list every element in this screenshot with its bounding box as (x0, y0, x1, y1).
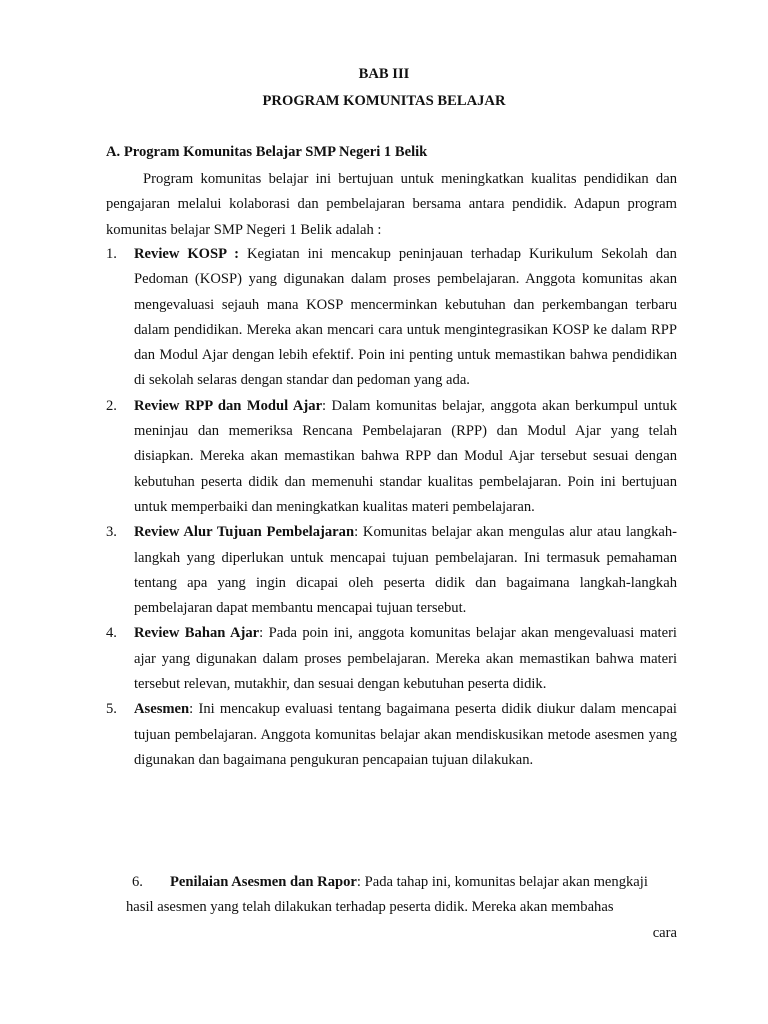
item-text: : Pada poin ini, anggota komunitas belajar akan mengevaluasi materi ajar yang digunakan dalam proses pembelajaran. Mereka akan memastikan bahwa materi tersebut relevan, mutakhir, dan sesuai dengan kebutuhan peserta didik. (134, 625, 677, 693)
intro-paragraph: Program komunitas belajar ini bertujuan untuk meningkatkan kualitas pendidikan dan pengajaran melalui kolaborasi dan pembelajaran bersama antara pendidik. Adapun program komunitas belajar SMP Negeri 1 Belik adalah : (106, 171, 677, 238)
item-body (134, 701, 677, 768)
list-item (106, 394, 677, 520)
item-text: Kegiatan ini mencakup peninjauan terhadap Kurikulum Sekolah dan Pedoman (KOSP) yang digunakan dalam proses pembelajaran. Anggota komunitas akan mengevaluasi sejauh mana KOSP mencerminkan kebutuhan dan perkembangan terbaru dalam pendidikan. Mereka akan mencari cara untuk mengintegrasikan KOSP ke dalam RPP dan Modul Ajar dengan lebih efektif. Poin ini penting untuk memastikan bahwa pendidikan di sekolah selaras dengan standar dan pedoman yang ada. (134, 246, 677, 389)
item-text: : Komunitas belajar akan mengulas alur atau langkah-langkah yang diperlukan untuk mencapai tujuan pembelajaran. Ini termasuk pemahaman tentang apa yang ingin dicapai oleh peserta didik dan bagaimana langkah-langkah pembelajaran dapat membantu mencapai tujuan tersebut. (134, 524, 677, 617)
list-item (106, 697, 677, 773)
item6-line1 (106, 870, 677, 895)
item-term: Review Alur Tujuan Pembelajaran (134, 524, 355, 541)
item-term: Review KOSP : (134, 246, 240, 262)
item6-line2: hasil asesmen yang telah dilakukan terhadap peserta didik. Mereka akan membahas (126, 899, 614, 916)
item-number: 5. (106, 701, 117, 718)
item-number: 1. (106, 246, 117, 262)
section-heading: A. Program Komunitas Belajar SMP Negeri 1 Belik (106, 144, 428, 160)
chapter-number: BAB III (358, 66, 410, 82)
item-body (134, 625, 677, 692)
item-body (134, 246, 677, 388)
item-text: : Pada tahap ini, komunitas belajar akan mengkaji (356, 874, 648, 890)
item-number: 6. (132, 874, 143, 890)
list-item (106, 621, 677, 697)
item-number: 2. (106, 397, 117, 414)
item-term: Review RPP dan Modul Ajar (134, 397, 323, 414)
item-body (134, 524, 677, 616)
item-term: Penilaian Asesmen dan Rapor (170, 874, 357, 890)
item-number: 4. (106, 625, 117, 642)
program-list (106, 242, 677, 773)
item-text: : Ini mencakup evaluasi tentang bagaimana peserta didik diukur dalam mencapai tujuan pembelajaran. Anggota komunitas belajar akan mendiskusikan metode asesmen yang digunakan dan bagaimana pengukuran pencapaian tujuan dilakukan. (134, 701, 677, 768)
item-term: Asesmen (134, 701, 190, 718)
item-term: Review Bahan Ajar (134, 625, 260, 642)
chapter-title: PROGRAM KOMUNITAS BELAJAR (262, 93, 506, 109)
item6-line3: cara (652, 924, 677, 941)
item-text: : Dalam komunitas belajar, anggota akan berkumpul untuk meninjau dan memeriksa Rencana Pembelajaran (RPP) dan Modul Ajar yang telah disiapkan. Mereka akan memastikan bahwa RPP dan Modul Ajar tersebut sesuai dengan kebutuhan peserta didik dan memenuhi standar kualitas pembelajaran. Poin ini bertujuan untuk memperbaiki dan meningkatkan kualitas materi pembelajaran. (134, 397, 678, 515)
item-number: 3. (106, 524, 117, 541)
item-body (134, 398, 677, 515)
list-item-6 (106, 870, 677, 946)
list-item (106, 520, 677, 621)
list-item (106, 242, 677, 394)
